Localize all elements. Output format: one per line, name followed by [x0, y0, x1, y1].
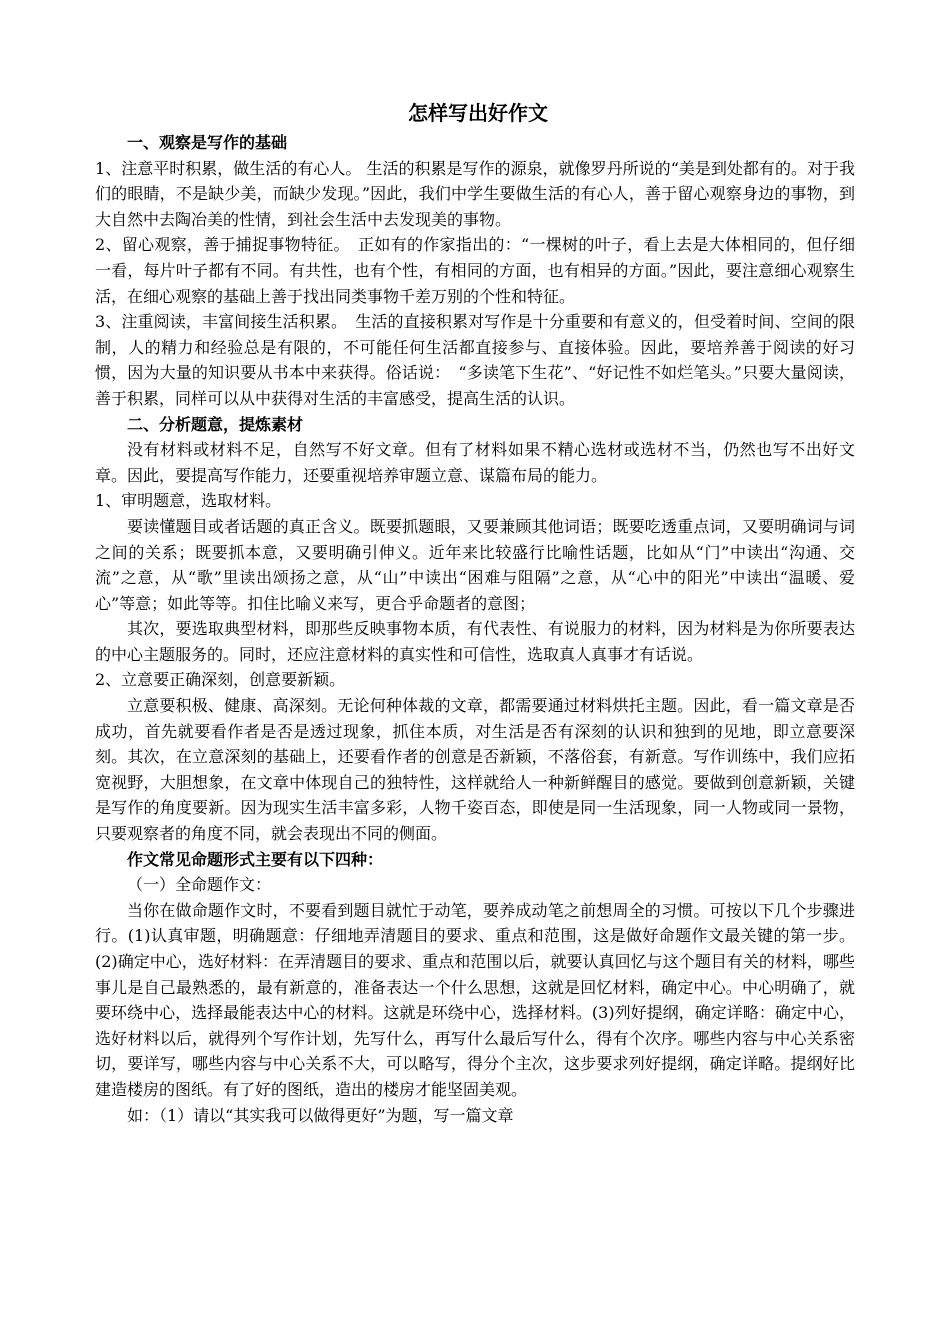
subheading-theme-creativity: 2、立意要正确深刻，创意要新颖。: [95, 670, 346, 690]
document-title: 怎样写出好作文: [408, 101, 548, 125]
paragraph-accumulation: 1、注意平时积累，做生活的有心人。 生活的积累是写作的源泉，就像罗丹所说的“美是到处都有的。对于我们的眼睛，不是缺少美，而缺少发现。”因此，我们中学生要做生活的有心人，善于留心观察身边的事物，到大自然中去陶冶美的性情，到社会生活中去发现美的事物。: [95, 158, 855, 229]
paragraph-observe-features: 2、留心观察，善于捕捉事物特征。 正如有的作家指出的：“一棵树的叶子，看上去是大体相同的，但仔细一看，每片叶子都有不同。有共性，也有个性，有相同的方面，也有相异的方面。”因此，要注意细心观察生活，在细心观察的基础上善于找出同类事物千差万别的个性和特征。: [95, 235, 855, 306]
section-heading-topic-forms: 作文常见命题形式主要有以下四种：: [127, 849, 384, 869]
paragraph-understand-topic: 要读懂题目或者话题的真正含义。既要抓题眼，又要兼顾其他词语；既要吃透重点词，又要明确词与词之间的关系；既要抓本意，又要明确引伸义。近年来比较盛行比喻性话题，比如从“门”中读出“沟通、交流”之意，从“歌”里读出颂扬之意，从“山”中读出“困难与阻隔”之意，从“心中的阳光”中读出“温暖、爱心”等意；如此等等。扣住比喻义来写，更合乎命题者的意图；: [95, 516, 855, 613]
paragraph-reading: 3、注重阅读，丰富间接生活积累。 生活的直接积累对写作是十分重要和有意义的，但受着时间、空间的限制，人的精力和经验总是有限的，不可能任何生活都直接参与、直接体验。因此，要培养善于阅读的好习惯，因为大量的知识要从书本中来获得。俗话说： “多读笔下生花”、“好记性不如烂笔头。”只要大量阅读，善于积累，同样可以从中获得对生活的丰富感受，提高生活的认识。: [95, 312, 855, 408]
section-heading-observation: 一、观察是写作的基础: [127, 133, 288, 152]
paragraph-typical-materials: 其次，要选取典型材料，即那些反映事物本质，有代表性、有说服力的材料，因为材料是为你所要表达的中心主题服务的。同时，还应注意材料的真实性和可信性，选取真人真事才有话说。: [95, 619, 855, 664]
section-heading-analysis: 二、分析题意，提炼素材: [127, 414, 304, 434]
paragraph-full-topic: 当你在做命题作文时，不要看到题目就忙于动笔，要养成动笔之前想周全的习惯。可按以下几个步骤进行。(1)认真审题，明确题意：仔细地弄清题目的要求、重点和范围，这是做好命题作文最关键的第一步。(2)确定中心，选好材料：在弄清题目的要求、重点和范围以后，就要认真回忆与这个题目有关的材料，哪些事儿是自己最熟悉的，最有新意的，准备表达一个什么思想，这就是回忆材料，确定中心。中心明确了，就要环绕中心，选择最能表达中心的材料。这就是环绕中心，选择材料。(3)列好提纲，确定详略：确定中心，选好材料以后，就得列个写作计划，先写什么，再写什么最后写什么，得有个次序。哪些内容与中心关系密切，要详写，哪些内容与中心关系不大，可以略写，得分个主次，这步要求列好提纲，确定详略。提纲好比建造楼房的图纸。有了好的图纸，造出的楼房才能坚固美观。: [95, 900, 855, 1099]
paragraph-analysis-intro: 没有材料或材料不足，自然写不好文章。但有了材料如果不精心选材或选材不当，仍然也写不出好文章。因此，要提高写作能力，还要重视培养审题立意、谋篇布局的能力。: [95, 440, 855, 485]
subheading-understand-topic: 1、审明题意，选取材料。: [95, 491, 282, 511]
paragraph-theme-creativity: 立意要积极、健康、高深刻。无论何种体裁的文章，都需要通过材料烘托主题。因此，看一篇文章是否成功，首先就要看作者是否是透过现象，抓住本质，对生活是否有深刻的认识和独到的见地，即立意要深刻。其次，在立意深刻的基础上，还要看作者的创意是否新颖，不落俗套，有新意。写作训练中，我们应拓宽视野，大胆想象，在文章中体现自己的独特性，这样就给人一种新鲜醒目的感觉。要做到创意新颖，关键是写作的角度要新。因为现实生活丰富多彩，人物千姿百态，即使是同一生活现象，同一人物或同一景物，只要观察者的角度不同，就会表现出不同的侧面。: [95, 696, 855, 844]
paragraph-example: 如：（1）请以“其实我可以做得更好”为题，写一篇文章: [127, 1105, 514, 1125]
subheading-full-topic: （一）全命题作文：: [127, 875, 272, 895]
